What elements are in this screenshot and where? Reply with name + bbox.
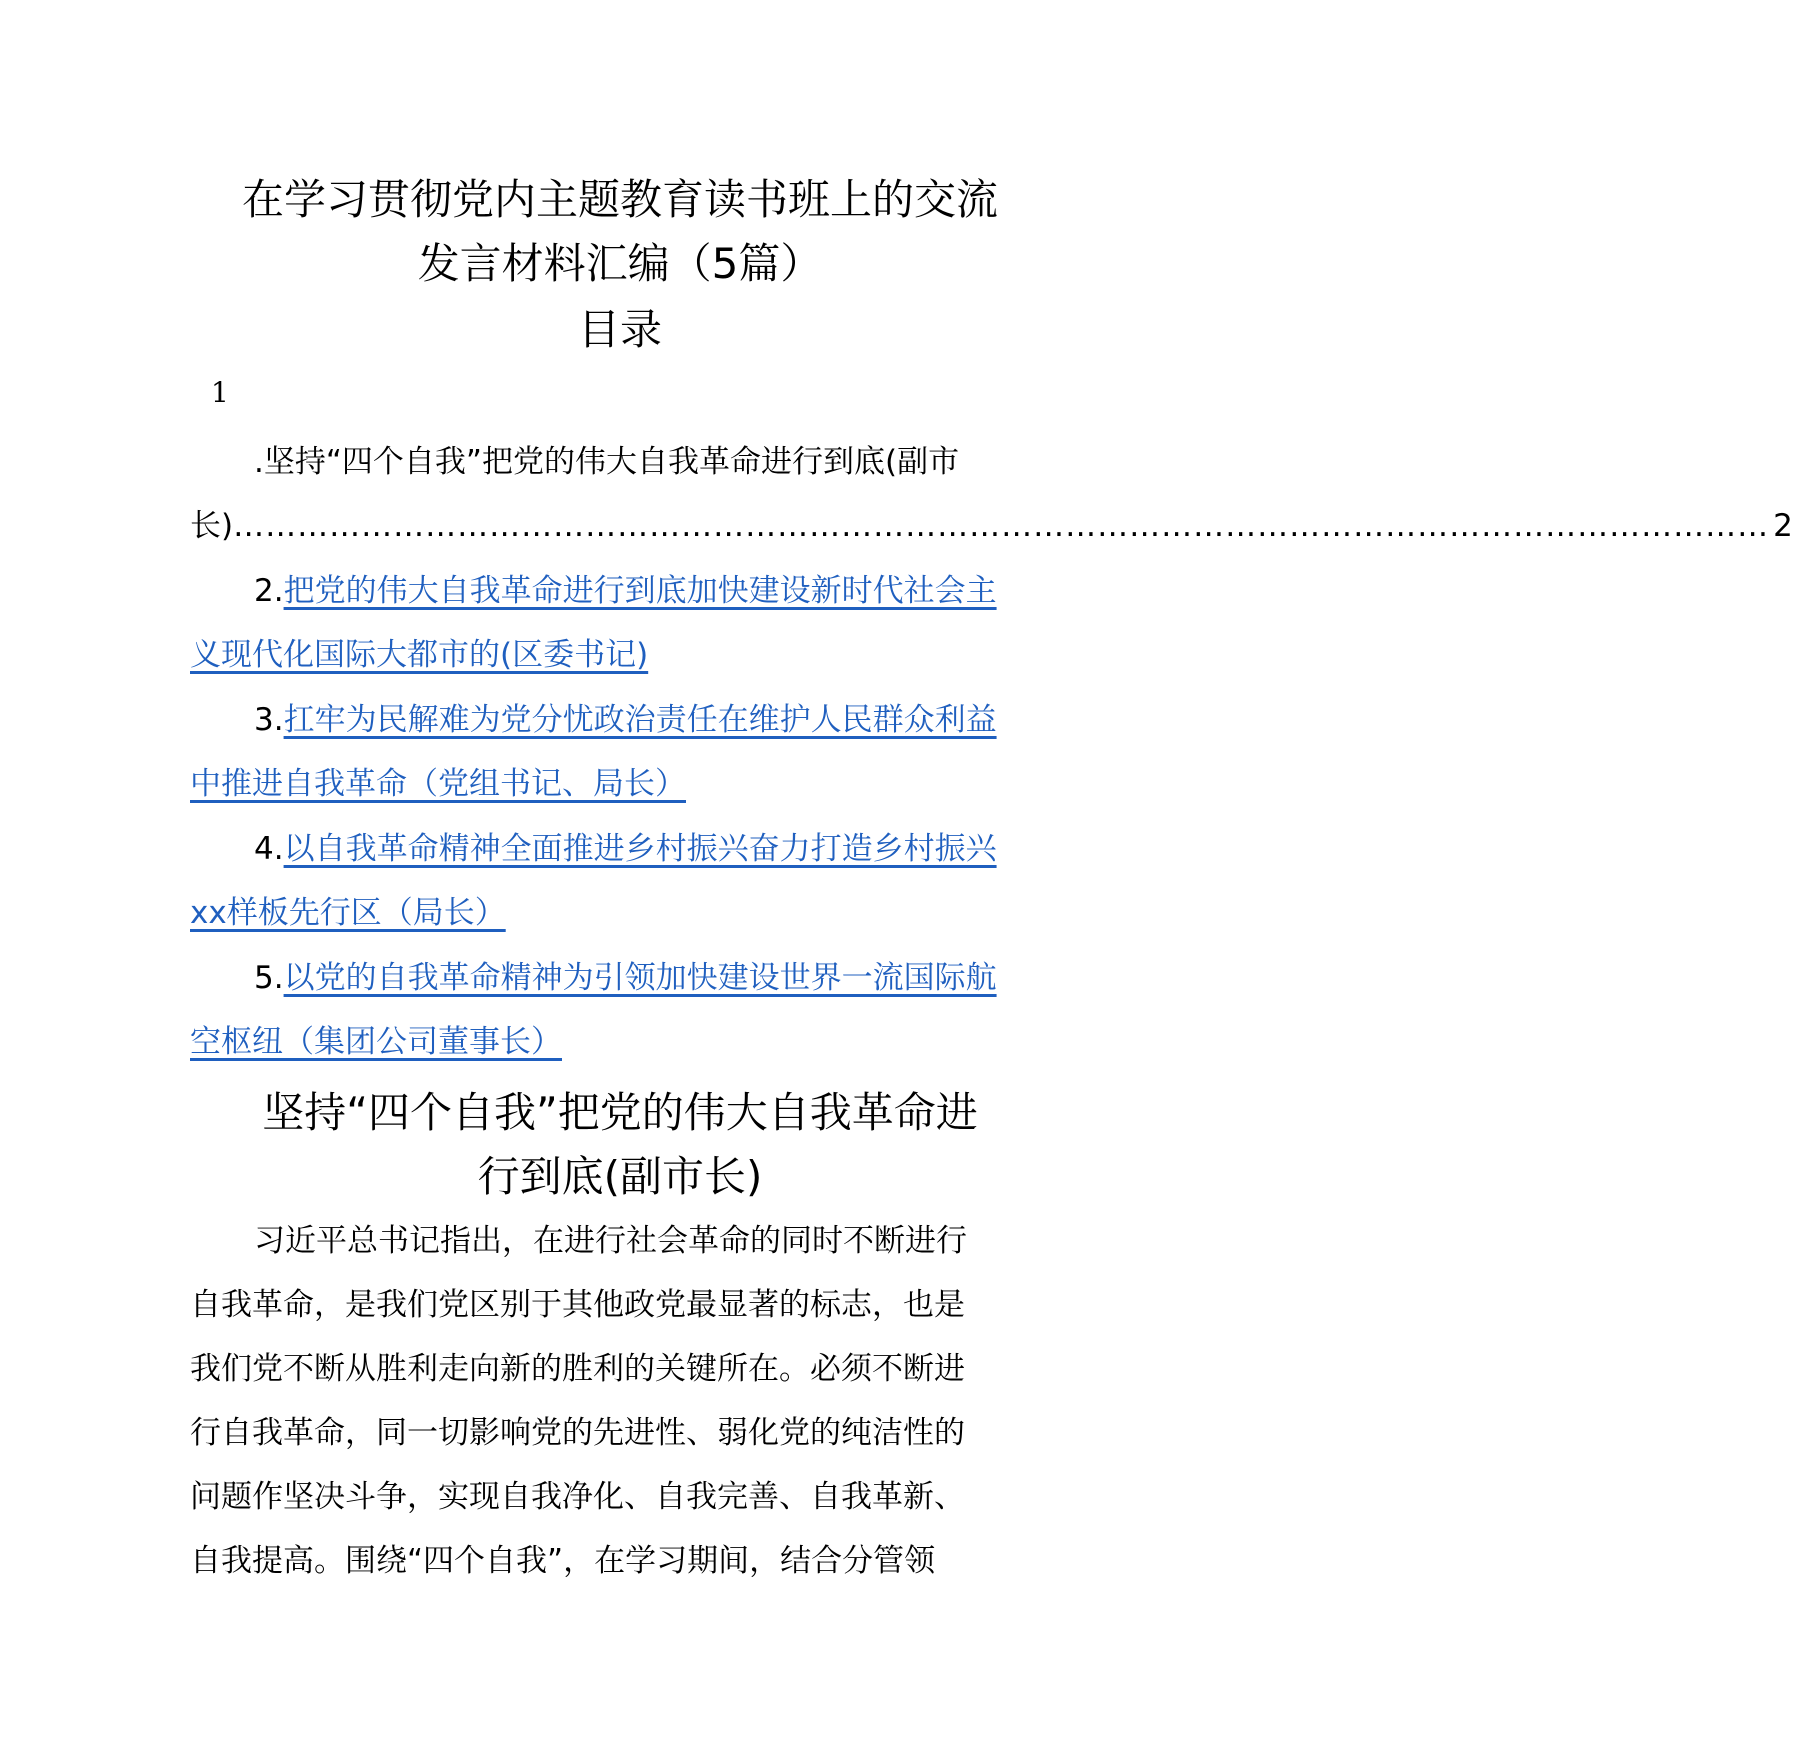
toc-entry-1-text-line2: 长) [190, 508, 234, 544]
article-title-line-1: 坚持“四个自我”把党的伟大自我革命进 [262, 1088, 978, 1137]
article-body-line-3: 我们党不断从胜利走向新的胜利的关键所在。必须不断进 [190, 1351, 965, 1387]
toc-entry-1-leader-dots: ……………………………………………………………………………………………………………………………… [233, 508, 1770, 544]
document-title-line-1: 在学习贯彻党内主题教育读书班上的交流 [241, 175, 998, 224]
article-body-line-4: 行自我革命，同一切影响党的先进性、弱化党的纯洁性的 [190, 1415, 965, 1451]
article-body-line-5: 问题作坚决斗争，实现自我净化、自我完善、自我革新、 [190, 1479, 965, 1515]
toc-entry-2-number: 2. [254, 573, 284, 609]
article-body-line-6: 自我提高。围绕“四个自我”，在学习期间，结合分管领 [190, 1543, 936, 1579]
article-body-line-2: 自我革命，是我们党区别于其他政党最显著的标志，也是 [190, 1287, 965, 1323]
article-title-line-2: 行到底(副市长) [477, 1152, 763, 1201]
toc-entry-5-link-line1[interactable]: 以党的自我革命精神为引领加快建设世界一流国际航 [283, 960, 997, 996]
toc-marker: 1 [211, 376, 229, 409]
toc-entry-4-link-line2[interactable]: xx样板先行区（局长） [190, 895, 506, 931]
article-body-line-1: 习近平总书记指出，在进行社会革命的同时不断进行 [254, 1223, 967, 1259]
document-title [190, 168, 1050, 296]
article-title [190, 1081, 1050, 1209]
toc-entry-5-number: 5. [254, 960, 284, 996]
toc-entry-1-text-line1: 坚持“四个自我”把党的伟大自我革命进行到底(副市 [263, 444, 960, 480]
toc-entry-5-link-line2[interactable]: 空枢纽（集团公司董事长） [190, 1024, 562, 1060]
toc-entry-3-link-line2[interactable]: 中推进自我革命（党组书记、局长） [190, 766, 686, 802]
toc-entry-3-link-line1[interactable]: 扛牢为民解难为党分忧政治责任在维护人民群众利益 [283, 702, 997, 738]
toc-entry-1-number: . [254, 444, 264, 480]
toc-heading: 目录 [577, 305, 662, 354]
toc-entry-2-link-line2[interactable]: 义现代化国际大都市的(区委书记) [190, 637, 649, 673]
toc-entry-4-number: 4. [254, 831, 284, 867]
toc-entry-3-number: 3. [254, 702, 284, 738]
toc-entry-1-page-number: 2 [1773, 508, 1793, 544]
toc-entry-2-link-line1[interactable]: 把党的伟大自我革命进行到底加快建设新时代社会主 [283, 573, 997, 609]
toc-entry-4-link-line1[interactable]: 以自我革命精神全面推进乡村振兴奋力打造乡村振兴 [283, 831, 997, 867]
document-title-line-2: 发言材料汇编（5篇） [417, 239, 823, 288]
